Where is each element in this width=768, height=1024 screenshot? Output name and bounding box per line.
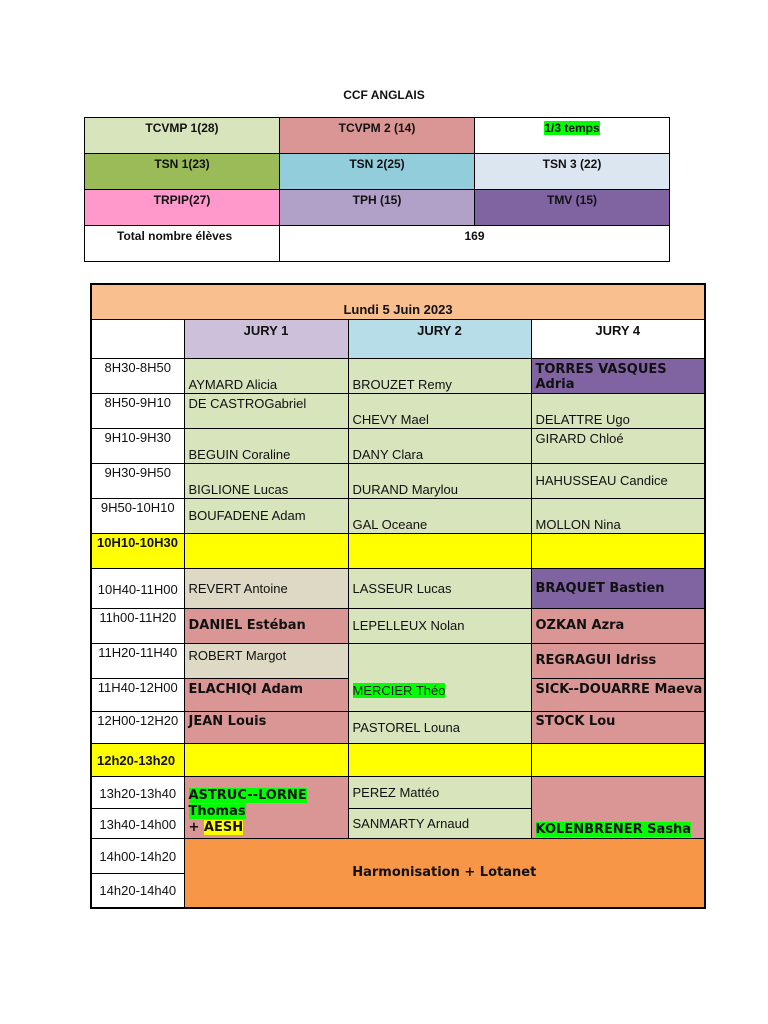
jury-header-2: JURY 2 [348,320,531,359]
break-cell [531,534,705,569]
jury1-slot: JEAN Louis [184,712,348,744]
jury1-slot: DANIEL Estéban [184,609,348,644]
class-summary-table [84,117,670,262]
jury2-slot: BROUZET Remy [348,359,531,394]
jury-header-4: JURY 4 [531,320,705,359]
jury1-slot: AYMARD Alicia [184,359,348,394]
jury-header-1: JURY 1 [184,320,348,359]
class-cell-tcvpm2: TCVPM 2 (14) [280,118,475,154]
summary-row [85,118,670,154]
class-cell-tmv: TMV (15) [475,190,670,226]
time-slot: 13h40-14h00 [91,809,184,839]
time-slot: 11H40-12H00 [91,679,184,712]
jury2-slot: GAL Oceane [348,499,531,534]
third-time-label: 1/3 temps [544,121,600,135]
jury1-slot: BEGUIN Coraline [184,429,348,464]
class-cell-tph: TPH (15) [280,190,475,226]
jury2-slot: CHEVY Mael [348,394,531,429]
time-slot: 9H10-9H30 [91,429,184,464]
plus-sign: + [188,820,204,835]
total-label: Total nombre élèves [85,226,280,262]
jury1-slot [184,777,348,839]
kolenbrener-highlight: KOLENBRENER Sasha [535,822,692,837]
jury4-slot: OZKAN Azra [531,609,705,644]
jury1-slot: BOUFADENE Adam [184,499,348,534]
aesh-highlight: AESH [203,820,244,835]
jury2-slot: SANMARTY Arnaud [348,809,531,839]
jury2-slot: LASSEUR Lucas [348,569,531,609]
total-value: 169 [280,226,670,262]
harmonisation-block: Harmonisation + Lotanet [184,839,705,908]
class-cell-tsn2: TSN 2(25) [280,154,475,190]
mercier-highlight: MERCIER Théo [352,683,446,698]
jury1-slot: ROBERT Margot [184,644,348,679]
jury1-slot: REVERT Antoine [184,569,348,609]
jury4-slot: GIRARD Chloé [531,429,705,464]
jury4-slot [531,777,705,839]
time-slot: 12H00-12H20 [91,712,184,744]
jury4-slot: SICK--DOUARRE Maeva [531,679,705,712]
jury2-slot: PASTOREL Louna [348,712,531,744]
jury4-slot: MOLLON Nina [531,499,705,534]
jury2-slot: DURAND Marylou [348,464,531,499]
time-header-empty [91,320,184,359]
class-cell-trpip: TRPIP(27) [85,190,280,226]
summary-row [85,226,670,262]
time-slot: 11H20-11H40 [91,644,184,679]
break-cell [184,744,348,777]
class-cell-tsn1: TSN 1(23) [85,154,280,190]
time-slot: 13h20-13h40 [91,777,184,809]
break-time-slot: 10H10-10H30 [91,534,184,569]
class-cell-tsn3: TSN 3 (22) [475,154,670,190]
summary-row [85,190,670,226]
jury4-slot: BRAQUET Bastien [531,569,705,609]
time-slot: 14h00-14h20 [91,839,184,874]
class-cell-tcvmp1: TCVMP 1(28) [85,118,280,154]
jury2-slot: DANY Clara [348,429,531,464]
class-cell-third-time [475,118,670,154]
break-time-slot: 12h20-13h20 [91,744,184,777]
time-slot: 9H30-9H50 [91,464,184,499]
jury1-slot: ELACHIQI Adam [184,679,348,712]
break-cell [184,534,348,569]
jury2-slot [348,644,531,712]
schedule-date: Lundi 5 Juin 2023 [91,284,705,320]
time-slot: 8H50-9H10 [91,394,184,429]
jury4-slot: HAHUSSEAU Candice [531,464,705,499]
break-cell [531,744,705,777]
page-title: CCF ANGLAIS [343,88,425,102]
break-cell [348,534,531,569]
jury4-slot: TORRES VASQUES Adria [531,359,705,394]
summary-row [85,154,670,190]
jury1-slot: DE CASTROGabriel [184,394,348,429]
jury1-slot: BIGLIONE Lucas [184,464,348,499]
schedule-table [90,283,706,909]
time-slot: 10H40-11H00 [91,569,184,609]
jury4-slot: STOCK Lou [531,712,705,744]
break-cell [348,744,531,777]
time-slot: 11h00-11H20 [91,609,184,644]
jury4-slot: DELATTRE Ugo [531,394,705,429]
time-slot: 8H30-8H50 [91,359,184,394]
astruc-highlight: ASTRUC--LORNE Thomas [188,788,307,819]
jury2-slot: PEREZ Mattéo [348,777,531,809]
time-slot: 9H50-10H10 [91,499,184,534]
jury4-slot: REGRAGUI Idriss [531,644,705,679]
jury2-slot: LEPELLEUX Nolan [348,609,531,644]
time-slot: 14h20-14h40 [91,874,184,908]
